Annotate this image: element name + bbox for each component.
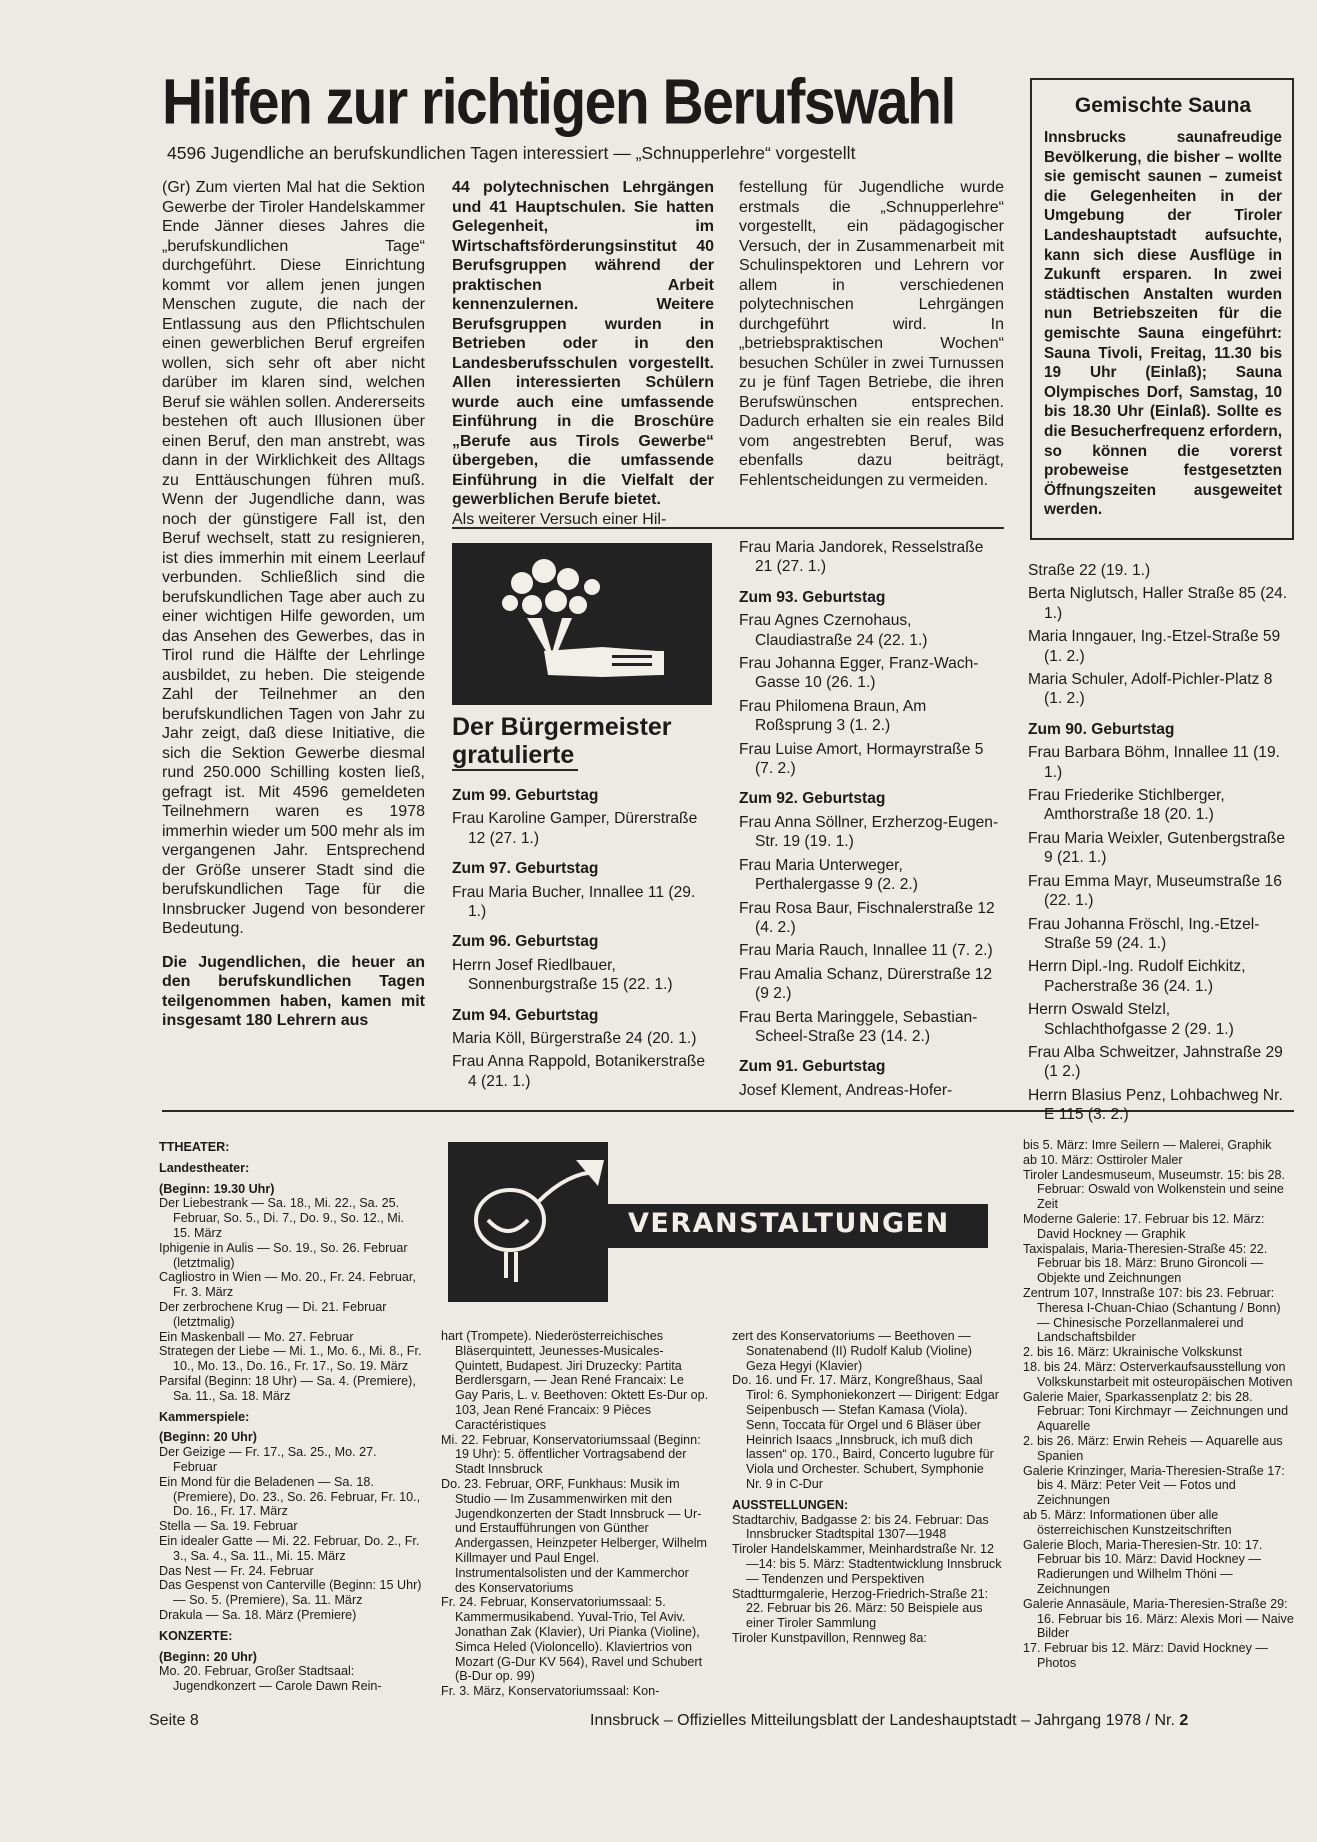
- article-column-2: [452, 178, 714, 529]
- veranstaltungen-title: VERANSTALTUNGEN: [628, 1208, 950, 1239]
- issue-number: 2: [1179, 1712, 1189, 1729]
- list-item: Frau Johanna Fröschl, Ing.-Etzel-Straße 59 (24. 1.): [1028, 915, 1260, 952]
- sauna-text: Innsbrucks saunafreudige Bevölkerung, die bisher – wollte sie gemischt saunen – zumeist die Gelegenheiten in der Umgebung der Tiroler Landeshauptstadt aufsuchte, kann sich diese Ausflüge in Zukunft ersparen. In zwei städtischen Anstalten wurden nun Betriebszeiten für die gemischte Sauna eingeführt: Sauna Tivoli, Freitag, 11.30 bis 19 Uhr (Einlaß); Sauna Olympisches Dorf, Samstag, 10 bis 18.30 Uhr (Einlaß). Sollte es die Besucherfrequenz erfordern, so können die vorerst probeweise festgesetzten Öffnungszeiten ausgeweitet werden.: [1044, 129, 1282, 519]
- list-item: Drakula — Sa. 18. März (Premiere): [159, 1607, 357, 1622]
- list-heading: Kammerspiele:: [159, 1409, 250, 1424]
- list-item: Frau Anna Rappold, Botanikerstraße 4 (21. 1.): [452, 1053, 706, 1090]
- buergermeister-title-line1: Der Bürgermeister: [452, 713, 672, 741]
- page-number: Seite 8: [149, 1712, 199, 1729]
- list-item: Do. 23. Februar, ORF, Funkhaus: Musik im Studio — Im Zusammenwirken mit den Jugendkonzerten der Stadt Innsbruck — Ur- und Erstaufführungen von Günther Andergassen, Heinzpeter Helberger, Wilhelm Killmayer und Paul Engel. Instrumentalsolisten und der Kammerchor des Konservatoriums: [441, 1476, 707, 1595]
- list-item: Frau Emma Mayr, Museumstraße 16 (22. 1.): [1028, 872, 1282, 910]
- list-item: Stella — Sa. 19. Februar: [159, 1519, 298, 1534]
- list-item: Herrn Josef Riedlbauer, Sonnenburgstraße 15 (22. 1.): [452, 956, 673, 994]
- list-item: Das Nest — Fr. 24. Februar: [159, 1563, 314, 1578]
- list-heading: (Beginn: 20 Uhr): [159, 1430, 257, 1445]
- list-item: Frau Berta Maringgele, Sebastian-Scheel-Straße 23 (14. 2.): [739, 1008, 978, 1045]
- bouquet-logo: [452, 543, 712, 705]
- list-item: Galerie Bloch, Maria-Theresien-Str. 10: 17. Februar bis 10. März: David Hockney — Radierungen und Wilhelm Thöni — Zeichnungen: [1023, 1537, 1263, 1596]
- list-item: Parsifal (Beginn: 18 Uhr) — Sa. 4. (Premiere), Sa. 11., Sa. 18. März: [159, 1373, 416, 1403]
- list-item: Der zerbrochene Krug — Di. 21. Februar (letztmalig): [159, 1299, 387, 1329]
- list-heading: (Beginn: 20 Uhr): [159, 1649, 257, 1664]
- headline: Hilfen zur richtigen Berufswahl: [162, 66, 955, 139]
- list-item: Frau Alba Schweitzer, Jahnstraße 29 (1 2.): [1028, 1043, 1283, 1081]
- list-item: Iphigenie in Aulis — So. 19., So. 26. Februar (letztmalig): [159, 1240, 408, 1270]
- birthday-column-1: [452, 775, 714, 1095]
- events-column-1: [159, 1134, 424, 1694]
- list-item: Frau Maria Unterweger, Perthalergasse 9 (2. 2.): [739, 856, 918, 894]
- list-item: Ein Mond für die Beladenen — Sa. 18. (Premiere), Do. 23., So. 26. Februar, Fr. 10., Do. 16., Fr. 17. März: [159, 1474, 421, 1519]
- list-item: Do. 16. und Fr. 17. März, Kongreßhaus, Saal Tirol: 6. Symphoniekonzert — Dirigent: Edgar Seipenbusch — Stefan Kamasa (Viola). Senn, Toccata für Orgel und 6 Bläser über Heinrich Isaacs „Innsbruck, ich muß dich lassen“ op. 170., Baird, Concerto lugubre für Viola und Orchester. Schubert, Symphonie Nr. 9 in C-Dur: [732, 1373, 999, 1491]
- list-item: Der Liebestrank — Sa. 18., Mi. 22., Sa. 25. Februar, So. 5., Di. 7., Do. 9., So. 12., Mi. 15. März: [159, 1196, 404, 1240]
- list-item: Tiroler Handelskammer, Meinhardstraße Nr. 12—14: bis 5. März: Stadtentwicklung Innsbruck — Tendenzen und Perspektiven: [732, 1542, 1002, 1586]
- list-item: Frau Karoline Gamper, Dürerstraße 12 (27. 1.): [452, 810, 698, 847]
- list-heading: Zum 96. Geburtstag: [452, 933, 599, 951]
- list-item: Frau Johanna Egger, Franz-Wach-Gasse 10 (26. 1.): [739, 655, 979, 692]
- article-column-1: [162, 178, 425, 1031]
- events-column-3: [732, 1329, 1002, 1646]
- sauna-title: Gemischte Sauna: [1074, 94, 1252, 117]
- list-item: Galerie Krinzinger, Maria-Theresien-Straße 17: bis 4. März: Peter Veit — Fotos und Zeichnungen: [1023, 1463, 1285, 1508]
- birthday-column-3: [1028, 561, 1294, 1129]
- events-column-4: [1023, 1138, 1294, 1671]
- list-item: Berta Niglutsch, Haller Straße 85 (24. 1.): [1028, 585, 1288, 622]
- list-item: Mi. 22. Februar, Konservatoriumssaal (Beginn: 19 Uhr): 5. öffentlicher Vortragsabend der Stadt Innsbruck: [441, 1432, 701, 1477]
- article-text-3: festellung für Jugendliche wurde erstmals die „Schnupperlehre“ vorgestellt, ein pädagogischer Versuch, der in Zusammenarbeit mit Schulinspektoren und Lehrern vor allem in verschiedenen polytechnischen Lehrgängen durchgeführt wird. In „betriebspraktischen Wochen“ besuchen Schüler in zwei Turnussen zu je fünf Tagen Betriebe, die ihren Berufswünschen entsprechen. Dadurch erhalten sie ein reales Bild vom angestrebten Beruf, was ebenfalls dazu beiträgt, Fehlentscheidungen zu vermeiden.: [739, 179, 1004, 489]
- list-item: Herrn Dipl.-Ing. Rudolf Eichkitz, Pacherstraße 36 (24. 1.): [1028, 958, 1246, 995]
- list-item: zert des Konservatoriums — Beethoven — Sonatenabend (II) Rudolf Kalub (Violine) Geza Hegyi (Klavier): [732, 1329, 972, 1373]
- list-item: Fr. 24. Februar, Konservatoriumssaal: 5. Kammermusikabend. Yuval-Trio, Tel Aviv. Jonathan Zak (Klavier), Uri Pianka (Violine), Simca Heled (Violoncello). Klaviertrios von Mozart (G-Dur KV 564), Ravel und Schubert (B-Dur op. 99): [441, 1595, 703, 1684]
- list-heading: (Beginn: 19.30 Uhr): [159, 1181, 275, 1196]
- list-heading: Zum 91. Geburtstag: [739, 1058, 886, 1076]
- list-item: Frau Maria Weixler, Gutenbergstraße 9 (21. 1.): [1028, 829, 1286, 867]
- list-heading: Zum 94. Geburtstag: [452, 1006, 599, 1024]
- birthday-column-2: [739, 538, 1004, 1104]
- list-heading: Zum 93. Geburtstag: [739, 588, 886, 606]
- list-item: Stadtarchiv, Badgasse 2: bis 24. Februar: Das Innsbrucker Stadtspital 1307—1948: [732, 1512, 989, 1542]
- list-item: 2. bis 26. März: Erwin Reheis — Aquarelle aus Spanien: [1023, 1433, 1283, 1463]
- article-column-3: [739, 178, 1004, 490]
- list-item: Frau Anna Söllner, Erzherzog-Eugen-Str. 19 (19. 1.): [739, 813, 999, 851]
- list-item: Galerie Annasäule, Maria-Theresien-Straße 29: 16. Februar bis 16. März: Alexis Mori — Naive Bilder: [1023, 1596, 1294, 1641]
- veranstaltungen-banner: [448, 1142, 988, 1302]
- list-heading: TTHEATER:: [159, 1140, 230, 1154]
- events-column-2: [441, 1329, 709, 1699]
- list-item: Stadtturmgalerie, Herzog-Friedrich-Straße 21: 22. Februar bis 26. März: 50 Beispiele aus einer Tiroler Sammlung: [732, 1586, 989, 1631]
- list-item: Frau Rosa Baur, Fischnalerstraße 12 (4. 2.): [739, 899, 995, 936]
- list-item: ab 10. März: Osttiroler Maler: [1023, 1152, 1183, 1167]
- subheadline: 4596 Jugendliche an berufskundlichen Tagen interessiert — „Schnupperlehre“ vorgestellt: [167, 143, 856, 163]
- article-text-1: (Gr) Zum vierten Mal hat die Sektion Gewerbe der Tiroler Handelskammer Ende Jänner dieses Jahres die „berufskundlichen Tage“ durchgeführt. Diese Einrichtung kommt vor allem jenen jungen Menschen zugute, die nach der Entlassung aus den Pflichtschulen einen gewerblichen Beruf ergreifen wollen, sich sehr oft aber nicht darüber im klaren sind, welchen Beruf sie wählen sollen. Andererseits bestehen oft auch Illusionen über einen Beruf, den man anstrebt, was dann in der Wirklichkeit des Alltags zu Enttäuschungen führen muß. Wenn der Jugendliche dann, was noch der günstigere Fall ist, den Beruf wechselt, statt zu resignieren, ist dies immerhin mit einem Leerlauf verbunden. Schließlich sind die berufskundlichen Tage aber auch zu einer wichtigen Hilfe geworden, um das Ansehen des Gewerbes, das in Tirol rund die Hälfte der Lehrlinge ausbildet, zu heben. Die steigende Zahl der Teilnehmer an den berufskundlichen Tagen von Jahr zu Jahr zeigt, daß diese Initiative, die sich die Sektion Gewerbe diesmal rund 250.000 Schilling kosten ließ, gefragt ist. Mit 4596 gemeldeten Teilnehmern waren es 1978 immerhin wieder um 500 mehr als im vergangenen Jahr. Entsprechend der Größe unserer Stadt sind die berufskundlichen Tage für die Innsbrucker Jugend von besonderer Bedeutung.: [162, 179, 425, 937]
- list-item: 18. bis 24. März: Osterverkaufsausstellung von Volkskunstarbeit mit osteuropäischen Motiven: [1023, 1359, 1293, 1389]
- sauna-box: [1030, 78, 1294, 540]
- list-item: Straße 22 (19. 1.): [1028, 562, 1151, 579]
- list-item: Frau Barbara Böhm, Innallee 11 (19. 1.): [1028, 744, 1280, 781]
- list-item: Herrn Oswald Stelzl, Schlachthofgasse 2 (29. 1.): [1028, 1001, 1234, 1038]
- list-item: Maria Schuler, Adolf-Pichler-Platz 8 (1. 2.): [1028, 671, 1273, 708]
- list-item: Frau Friederike Stichlberger, Amthorstraße 18 (20. 1.): [1028, 787, 1225, 824]
- list-item: Zentrum 107, Innstraße 107: bis 23. Februar: Theresa I-Chuan-Chiao (Schantung / Bonn) — Chinesische Porzellanmalerei und Landschaftsbilder: [1023, 1285, 1281, 1345]
- list-item: hart (Trompete). Niederösterreichisches Bläserquintett, Jeunesses-Musicales-Quintett, Budapest. Jiri Druzecky: Partita Berdlersgarn, — Jean René Francaix: Le Gay Paris, L. v. Beethoven: Oktett Es-Dur op. 103, Jean René Francaix: 9 Pièces Caractéristiques: [441, 1329, 709, 1432]
- list-item: Frau Maria Jandorek, Resselstraße 21 (27. 1.): [739, 539, 984, 576]
- list-item: Tiroler Kunstpavillon, Rennweg 8a:: [732, 1630, 927, 1645]
- list-heading: Zum 92. Geburtstag: [739, 790, 886, 808]
- list-heading: Zum 97. Geburtstag: [452, 860, 599, 878]
- list-heading: Zum 99. Geburtstag: [452, 787, 599, 804]
- list-item: ab 5. März: Informationen über alle österreichischen Kunstzeitschriften: [1023, 1507, 1232, 1537]
- bouquet-icon: [452, 543, 712, 705]
- list-item: Ein idealer Gatte — Mi. 22. Februar, Do. 2., Fr. 3., Sa. 4., Sa. 11., Mi. 15. März: [159, 1533, 420, 1563]
- list-heading: AUSSTELLUNGEN:: [732, 1497, 849, 1512]
- list-item: Frau Agnes Czernohaus, Claudiastraße 24 (22. 1.): [739, 612, 928, 649]
- publication-text: Innsbruck – Offizielles Mitteilungsblatt der Landeshauptstadt – Jahrgang 1978 / Nr.: [590, 1712, 1180, 1729]
- list-item: Fr. 3. März, Konservatoriumssaal: Kon-: [441, 1684, 660, 1699]
- list-item: Maria Köll, Bürgerstraße 24 (20. 1.): [452, 1030, 697, 1048]
- list-heading: KONZERTE:: [159, 1628, 233, 1643]
- buergermeister-title: [452, 713, 722, 771]
- section-divider: [452, 527, 1004, 529]
- list-item: 2. bis 16. März: Ukrainische Volkskunst: [1023, 1345, 1243, 1360]
- list-item: Herrn Blasius Penz, Lohbachweg Nr. E 115 (3. 2.): [1028, 1086, 1283, 1124]
- list-item: Frau Amalia Schanz, Dürerstraße 12 (9 2.): [739, 965, 993, 1003]
- buergermeister-title-line2: gratulierte: [452, 741, 578, 771]
- list-item: Der Geizige — Fr. 17., Sa. 25., Mo. 27. Februar: [159, 1445, 377, 1474]
- list-item: Taxispalais, Maria-Theresien-Straße 45: 22. Februar bis 18. März: Bruno Gironcoli — Objekte und Zeichnungen: [1023, 1241, 1268, 1286]
- article-text-1-bold: Die Jugendlichen, die heuer an den berufskundlichen Tagen teilgenommen haben, kamen mit insgesamt 180 Lehrern aus: [162, 953, 425, 1029]
- list-item: Josef Klement, Andreas-Hofer-: [739, 1081, 953, 1099]
- list-item: Galerie Maier, Sparkassenplatz 2: bis 28. Februar: Toni Kirchmayr — Zeichnungen und Aquarelle: [1023, 1389, 1289, 1434]
- list-item: Frau Luise Amort, Hormayrstraße 5 (7. 2.): [739, 740, 984, 778]
- article-text-2-bold: 44 polytechnischen Lehrgängen und 41 Hauptschulen. Sie hatten Gelegenheit, im Wirtschaftsförderungsinstitut 40 Berufsgruppen während der praktischen Arbeit kennenzulernen. Weitere Berufsgruppen wurden in Betrieben oder in den Landesberufsschulen vorgestellt. Allen interessierten Schülern wurde auch eine umfassende Einführung in die Broschüre „Berufe aus Tirols Gewerbe“ übergeben, die umfassende Einführung in die Vielfalt der gewerblichen Berufe bietet.: [452, 179, 714, 508]
- list-item: Maria Inngauer, Ing.-Etzel-Straße 59 (1. 2.): [1028, 628, 1281, 665]
- publication-line: [590, 1712, 1188, 1730]
- list-item: Strategen der Liebe — Mi. 1., Mo. 6., Mi. 8., Fr. 10., Mo. 13., Do. 16., Fr. 17., So. 19. März: [159, 1344, 422, 1374]
- list-item: Ein Maskenball — Mo. 27. Februar: [159, 1329, 354, 1344]
- article-text-2-end: Als weiterer Versuch einer Hil-: [452, 510, 667, 528]
- list-item: Moderne Galerie: 17. Februar bis 12. März: David Hockney — Graphik: [1023, 1211, 1265, 1241]
- list-heading: Zum 90. Geburtstag: [1028, 720, 1175, 738]
- list-item: Frau Maria Bucher, Innallee 11 (29. 1.): [452, 883, 696, 921]
- list-item: 17. Februar bis 12. März: David Hockney — Photos: [1023, 1641, 1268, 1670]
- list-item: bis 5. März: Imre Seilern — Malerei, Graphik: [1023, 1138, 1272, 1152]
- list-item: Frau Philomena Braun, Am Roßsprung 3 (1. 2.): [739, 697, 927, 735]
- list-heading: Landestheater:: [159, 1160, 250, 1175]
- list-item: Mo. 20. Februar, Großer Stadtsaal: Jugendkonzert — Carole Dawn Rein-: [159, 1664, 382, 1694]
- list-item: Tiroler Landesmuseum, Museumstr. 15: bis 28. Februar: Oswald von Wolkenstein und seine Zeit: [1023, 1167, 1286, 1212]
- list-item: Frau Maria Rauch, Innallee 11 (7. 2.): [739, 942, 993, 960]
- list-item: Das Gespenst von Canterville (Beginn: 15 Uhr) — So. 5. (Premiere), Sa. 11. März: [159, 1578, 422, 1608]
- list-item: Cagliostro in Wien — Mo. 20., Fr. 24. Februar, Fr. 3. März: [159, 1270, 416, 1300]
